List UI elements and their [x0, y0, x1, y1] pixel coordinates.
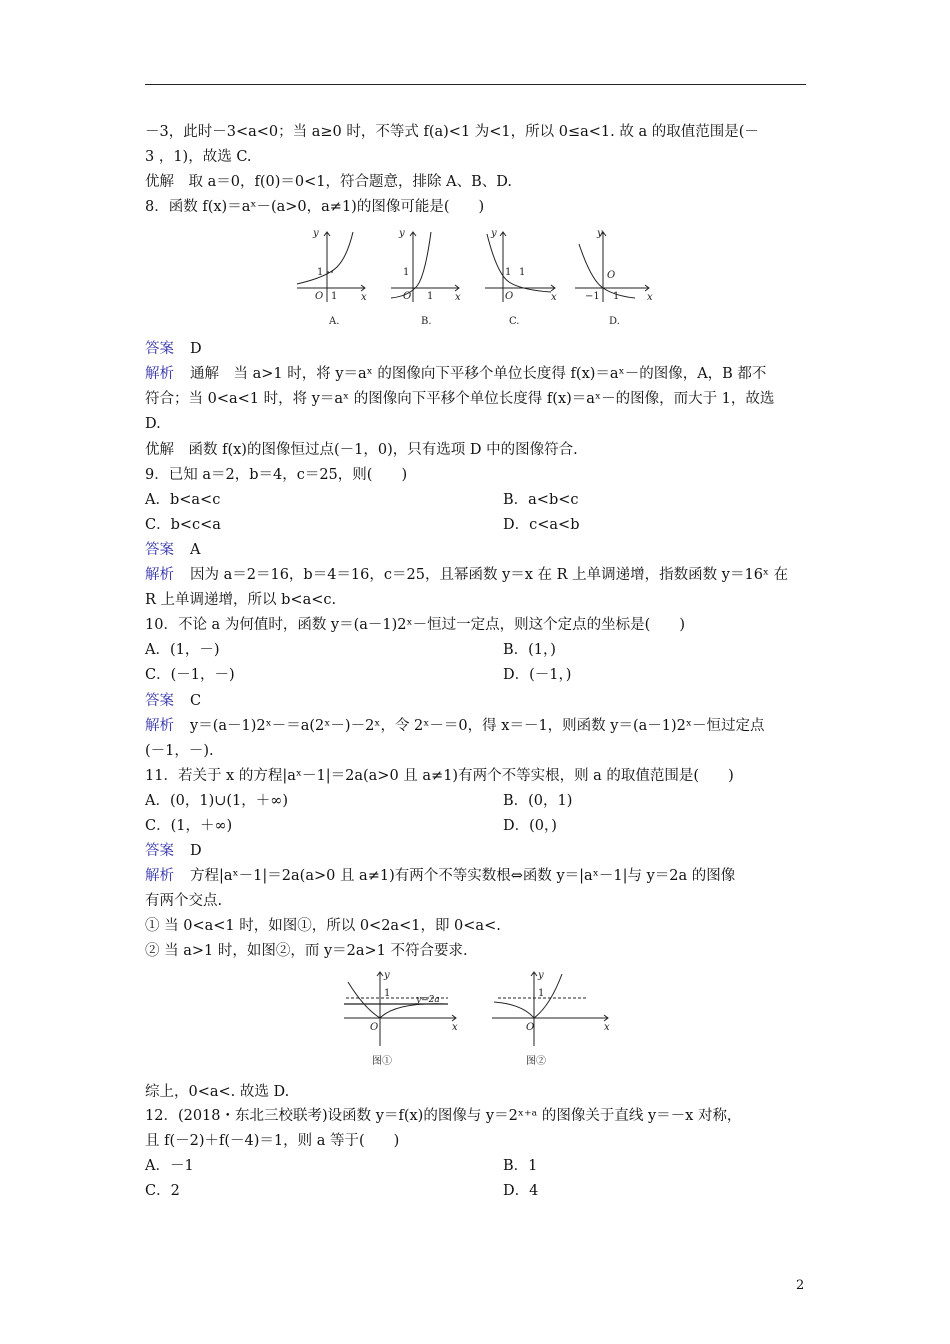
question-12: 且 f(－2)＋f(－4)＝1，则 a 等于( ) — [145, 1133, 400, 1149]
axis-label: x — [361, 292, 367, 303]
explanation-line: ② 当 a>1 时，如图②，而 y＝2a>1 不符合要求. — [145, 943, 468, 959]
explanation-line: R 上单调递增，所以 b<a<c. — [145, 592, 337, 608]
question-10: 10．不论 a 为何值时，函数 y＝(a－1)2ˣ－恒过一定点，则这个定点的坐标是( ) — [145, 617, 685, 633]
option-c: C．(－1，－) — [145, 667, 235, 683]
tick-label: 1 — [613, 291, 620, 302]
axis-label: x — [647, 292, 653, 303]
option-d: D．4 — [503, 1183, 539, 1199]
question-12: 12．(2018・东北三校联考)设函数 y＝f(x)的图像与 y＝2ˣ⁺ᵃ 的图像关于直线 y＝－x 对称， — [145, 1108, 742, 1124]
axis-label: x — [452, 1022, 458, 1033]
graph-b — [391, 232, 459, 302]
tick-label: 1 — [427, 291, 434, 302]
explanation-line: 有两个交点. — [145, 893, 223, 909]
text-line: 3 ，1)，故选 C. — [145, 149, 252, 165]
page-number: 2 — [796, 1278, 805, 1293]
origin-label: O — [607, 270, 616, 281]
axis-label: x — [604, 1022, 610, 1033]
question-9: 9．已知 a＝2，b＝4，c＝25，则( ) — [145, 467, 408, 483]
graph-1 — [344, 972, 456, 1046]
tick-label: 1 — [519, 267, 526, 278]
option-label: B. — [421, 316, 432, 327]
axis-label: y — [538, 970, 544, 981]
text-line: －3，此时－3<a<0；当 a≥0 时，不等式 f(a)<1 为<1，所以 0≤a<1. 故 a 的取值范围是(－ — [145, 124, 759, 140]
tick-label: 1 — [331, 291, 338, 302]
explanation-line: 解析 因为 a＝2＝16，b＝4＝16，c＝25，且幂函数 y＝x 在 R 上单调递增，指数函数 y＝16ˣ 在 — [145, 567, 789, 583]
tick-label: 1 — [317, 267, 324, 278]
answer-10: 答案 C — [145, 693, 202, 709]
youjie-label: 优解 — [145, 174, 174, 190]
explanation-line: 解析 通解 当 a>1 时，将 y＝aˣ 的图像向下平移个单位长度得 f(x)＝aˣ－的图像，A，B 都不 — [145, 366, 767, 382]
answer-11: 答案 D — [145, 843, 202, 859]
origin-label: O — [526, 1022, 535, 1033]
question-11: 11．若关于 x 的方程|aˣ－1|＝2a(a>0 且 a≠1)有两个不等实根，则 a 的取值范围是( ) — [145, 768, 734, 784]
question-8: 8．函数 f(x)＝aˣ－(a>0，a≠1)的图像可能是( ) — [145, 199, 485, 215]
option-a: A．b<a<c — [145, 492, 221, 508]
graph-2 — [492, 972, 608, 1046]
origin-label: O — [505, 291, 514, 302]
option-c: C．b<c<a — [145, 517, 221, 533]
tick-label: 1 — [538, 988, 545, 999]
option-label: D. — [609, 316, 620, 327]
option-b: B．1 — [503, 1158, 538, 1174]
axis-label: x — [551, 292, 557, 303]
option-c: C．2 — [145, 1183, 180, 1199]
q11-figure — [340, 966, 620, 1078]
option-c: C．(1，＋∞) — [145, 818, 233, 834]
option-d: D．(－1，) — [503, 667, 572, 683]
tick-label: −1 — [585, 291, 600, 302]
option-label: A. — [329, 316, 340, 327]
axis-label: y — [491, 228, 497, 239]
axis-label: y — [313, 228, 319, 239]
option-label: C. — [509, 316, 520, 327]
origin-label: O — [370, 1022, 379, 1033]
tick-label: 1 — [505, 267, 512, 278]
axis-label: y — [597, 228, 603, 239]
option-b: B．(0，1) — [503, 793, 573, 809]
option-a: A．(0，1)∪(1，＋∞) — [145, 793, 289, 809]
q8-figure — [285, 222, 665, 332]
answer-9: 答案 A — [145, 542, 201, 558]
axis-label: y — [399, 228, 405, 239]
axis-label: x — [455, 292, 461, 303]
option-d: D．c<a<b — [503, 517, 580, 533]
option-d: D．(0，) — [503, 818, 557, 834]
option-b: B．(1，) — [503, 642, 556, 658]
option-b: B．a<b<c — [503, 492, 579, 508]
explanation-line: ① 当 0<a<1 时，如图①，所以 0<2a<1，即 0<a<. — [145, 918, 501, 934]
text-line: 优解 取 a＝0，f(0)＝0<1，符合题意，排除 A、B、D. — [145, 174, 512, 190]
line-label: y=2a — [416, 995, 440, 1005]
figure-caption: 图① — [372, 1056, 392, 1067]
answer-8: 答案 D — [145, 341, 202, 357]
explanation-line: 解析 方程|aˣ－1|＝2a(a>0 且 a≠1)有两个不等实数根⇔函数 y＝|aˣ－1|与 y＝2a 的图像 — [145, 868, 736, 884]
origin-label: O — [315, 291, 324, 302]
tick-label: 1 — [403, 267, 410, 278]
option-a: A．(1，－) — [145, 642, 220, 658]
explanation-line: 符合；当 0<a<1 时，将 y＝aˣ 的图像向下平移个单位长度得 f(x)＝aˣ－的图像，而大于 1，故选 — [145, 391, 775, 407]
figure-caption: 图② — [526, 1056, 546, 1067]
explanation-line: (－1，－). — [145, 743, 214, 759]
origin-label: O — [403, 291, 412, 302]
explanation-line: 解析 y＝(a－1)2ˣ－＝a(2ˣ－)－2ˣ，令 2ˣ－＝0，得 x＝－1，则函数 y＝(a－1)2ˣ－恒过定点 — [145, 718, 765, 734]
youjie-line: 优解 函数 f(x)的图像恒过点(－1，0)，只有选项 D 中的图像符合. — [145, 442, 578, 458]
tick-label: 1 — [384, 988, 391, 999]
explanation-line: 综上，0<a<. 故选 D. — [145, 1084, 290, 1100]
option-a: A．－1 — [145, 1158, 194, 1174]
explanation-line: D. — [145, 416, 161, 432]
header-rule — [145, 84, 806, 85]
axis-label: y — [384, 970, 390, 981]
